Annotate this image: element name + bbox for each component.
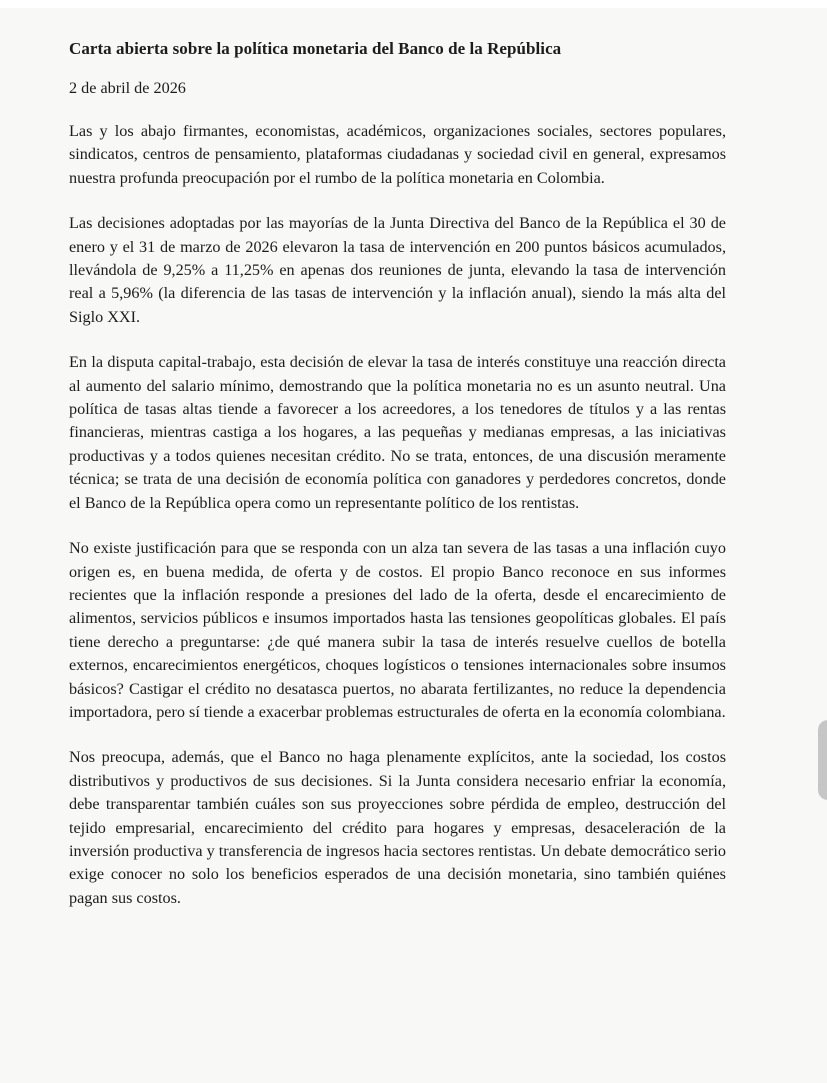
scroll-handle[interactable] [818, 720, 827, 800]
letter-body [69, 38, 726, 910]
letter-title: Carta abierta sobre la política monetaria del Banco de la República [69, 39, 562, 58]
top-edge [0, 0, 827, 8]
paragraph-5: Nos preocupa, además, que el Banco no haga plenamente explícitos, ante la sociedad, los costos distributivos y productivos de sus decisiones. Si la Junta considera necesario enfriar la economía, debe transparentar también cuáles son sus proyecciones sobre pérdida de empleo, destrucción del tejido empresarial, encarecimiento del crédito para hogares y empresas, desaceleración de la inversión productiva y transferencia de ingresos hacia sectores rentistas. Un debate democrático serio exige conocer no solo los beneficios esperados de una decisión monetaria, sino también quiénes pagan sus costos. [69, 748, 726, 907]
letter-date: 2 de abril de 2026 [69, 79, 186, 97]
paragraph-2: Las decisiones adoptadas por las mayorías de la Junta Directiva del Banco de la República el 30 de enero y el 31 de marzo de 2026 elevaron la tasa de intervención en 200 puntos básicos acumulados, llevándola de 9,25% a 11,25% en apenas dos reuniones de junta, elevando la tasa de intervención real a 5,96% (la diferencia de las tasas de intervención y la inflación anual), siendo la más alta del Siglo XXI. [69, 214, 726, 326]
paragraph-3: En la disputa capital-trabajo, esta decisión de elevar la tasa de interés constituye una reacción directa al aumento del salario mínimo, demostrando que la política monetaria no es un asunto neutral. Una política de tasas altas tiende a favorecer a los acreedores, a los tenedores de títulos y a las rentas financieras, mientras castiga a los hogares, a las pequeñas y medianas empresas, a las iniciativas productivas y a todos quienes necesitan crédito. No se trata, entonces, de una discusión meramente técnica; se trata de una decisión de economía política con ganadores y perdedores concretos, donde el Banco de la República opera como un representante político de los rentistas. [69, 353, 726, 512]
paragraph-4: No existe justificación para que se responda con un alza tan severa de las tasas a una inflación cuyo origen es, en buena medida, de oferta y de costos. El propio Banco reconoce en sus informes recientes que la inflación responde a presiones del lado de la oferta, desde el encarecimiento de alimentos, servicios públicos e insumos importados hasta las tensiones geopolíticas globales. El país tiene derecho a preguntarse: ¿de qué manera subir la tasa de interés resuelve cuellos de botella externos, encarecimientos energéticos, choques logísticos o tensiones internacionales sobre insumos básicos? Castigar el crédito no desatasca puertos, no abarata fertilizantes, no reduce la dependencia importadora, pero sí tiende a exacerbar problemas estructurales de oferta en la economía colombiana. [69, 539, 726, 721]
paragraph-1: Las y los abajo firmantes, economistas, académicos, organizaciones sociales, sectores populares, sindicatos, centros de pensamiento, plataformas ciudadanas y sociedad civil en general, expresamos nuestra profunda preocupación por el rumbo de la política monetaria en Colombia. [69, 122, 726, 187]
